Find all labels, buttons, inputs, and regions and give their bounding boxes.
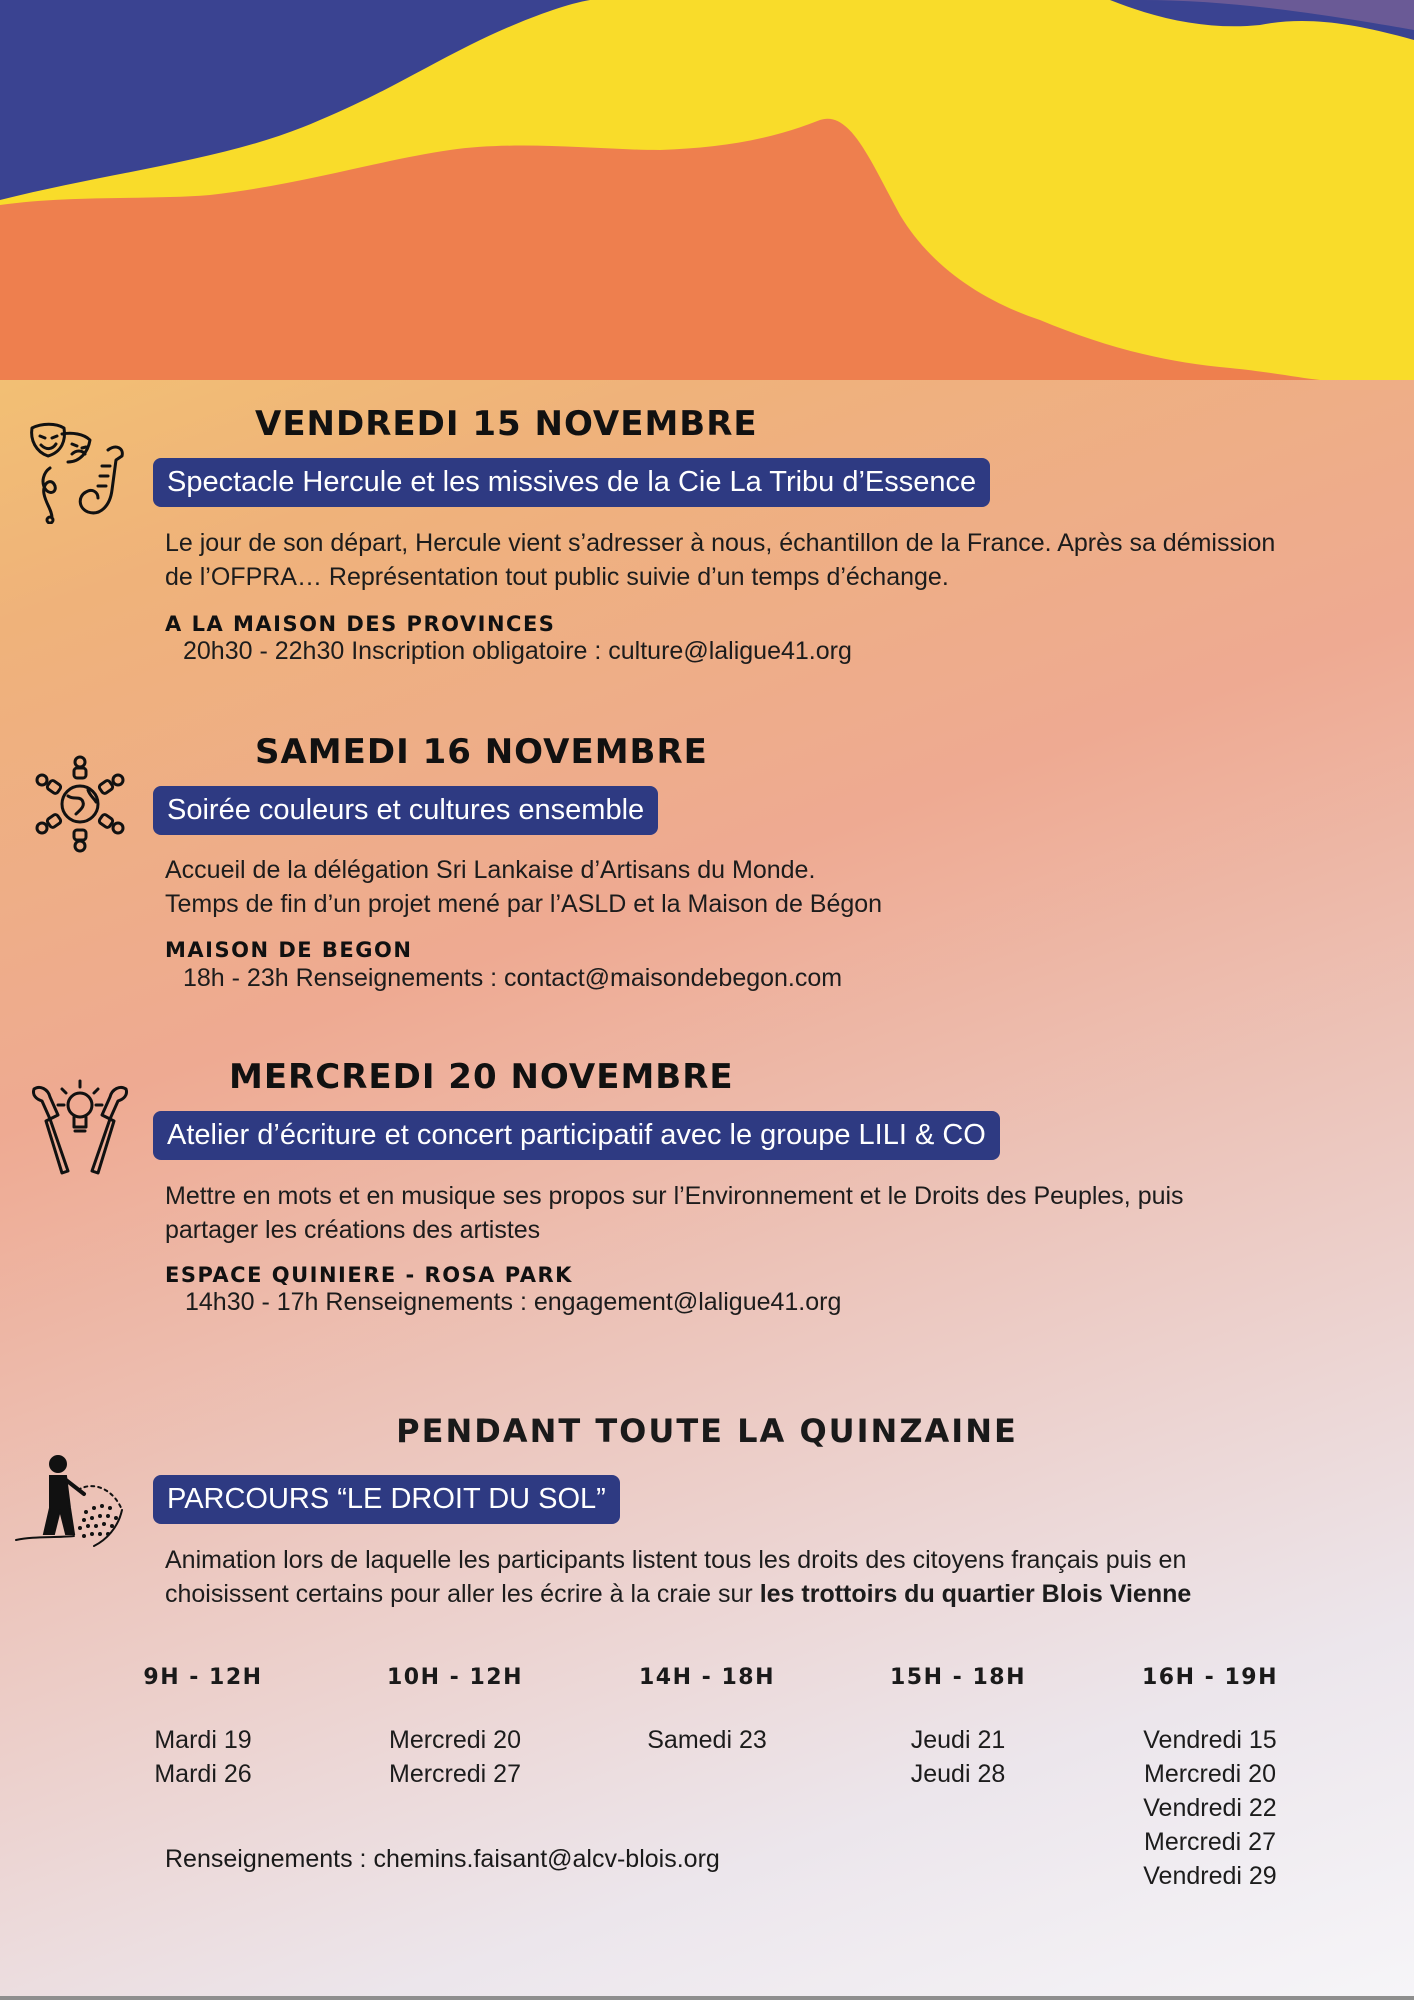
quinzaine-title-badge[interactable]: PARCOURS “LE DROIT DU SOL” <box>153 1475 620 1524</box>
theater-music-icon <box>28 420 132 524</box>
schedule-day: Samedi 23 <box>647 1726 767 1754</box>
schedule-column <box>848 1665 1068 1791</box>
event-info: 14h30 - 17h Renseignements : engagement@laligue41.org <box>185 1288 842 1316</box>
world-people-icon <box>28 752 132 856</box>
schedule-day: Mercredi 20 <box>1144 1760 1276 1788</box>
schedule-days <box>93 1723 313 1791</box>
schedule-hours: 14H - 18H <box>638 1665 775 1690</box>
event-venue: MAISON DE BEGON <box>165 938 413 962</box>
description-line: Animation lors de laquelle les participants listent tous les droits des citoyens français puis en <box>165 1546 1187 1574</box>
schedule-column <box>345 1665 565 1791</box>
schedule-day: Mercredi 27 <box>389 1760 521 1788</box>
schedule-days <box>848 1723 1068 1791</box>
schedule-days <box>1100 1723 1320 1893</box>
description-line: de l’OFPRA… Représentation tout public suivie d’un temps d’échange. <box>165 563 949 591</box>
schedule-days <box>345 1723 565 1791</box>
event-day-title: MERCREDI 20 NOVEMBRE <box>229 1057 734 1097</box>
event-title-badge[interactable]: Soirée couleurs et cultures ensemble <box>153 786 658 835</box>
schedule-day: Vendredi 29 <box>1143 1862 1277 1890</box>
schedule-hours: 16H - 19H <box>1141 1665 1278 1690</box>
event-description <box>165 1179 1184 1247</box>
quinzaine-contact: Renseignements : chemins.faisant@alcv-blois.org <box>165 1845 720 1873</box>
schedule-hours: 15H - 18H <box>889 1665 1026 1690</box>
schedule-day: Mercredi 27 <box>1144 1828 1276 1856</box>
schedule-day: Mardi 19 <box>154 1726 252 1754</box>
event-day-title: VENDREDI 15 NOVEMBRE <box>255 404 758 444</box>
schedule-day: Vendredi 22 <box>1143 1794 1277 1822</box>
schedule-column <box>1100 1665 1320 1893</box>
schedule-day: Mercredi 20 <box>389 1726 521 1754</box>
quinzaine-heading: PENDANT TOUTE LA QUINZAINE <box>396 1412 1018 1450</box>
schedule-day: Jeudi 28 <box>910 1760 1006 1788</box>
schedule-column <box>93 1665 313 1791</box>
hero-illustration <box>0 0 1414 380</box>
event-info: 18h - 23h Renseignements : contact@maisondebegon.com <box>183 964 843 992</box>
description-line: choisissent certains pour aller les écrire à la craie sur <box>165 1580 760 1608</box>
description-bold: les trottoirs du quartier Blois Vienne <box>759 1580 1192 1608</box>
event-description <box>165 853 882 921</box>
description-line: Accueil de la délégation Sri Lankaise d’Artisans du Monde. <box>165 856 816 884</box>
event-venue: A LA MAISON DES PROVINCES <box>165 612 556 636</box>
schedule-day: Mardi 26 <box>154 1760 252 1788</box>
event-title-badge[interactable]: Spectacle Hercule et les missives de la Cie La Tribu d’Essence <box>153 458 990 507</box>
event-description <box>165 526 1275 594</box>
event-day-title: SAMEDI 16 NOVEMBRE <box>255 732 708 772</box>
event-title-badge[interactable]: Atelier d’écriture et concert participatif avec le groupe LILI & CO <box>153 1111 1000 1160</box>
schedule-days <box>597 1723 817 1757</box>
event-venue: ESPACE QUINIERE - ROSA PARK <box>165 1263 573 1287</box>
brushes-bulb-icon <box>28 1075 132 1179</box>
description-line: Mettre en mots et en musique ses propos sur l’Environnement et le Droits des Peuples, puis <box>165 1182 1184 1210</box>
schedule-day: Vendredi 15 <box>1143 1726 1277 1754</box>
event-info: 20h30 - 22h30 Inscription obligatoire : culture@laligue41.org <box>183 637 852 665</box>
quinzaine-description <box>165 1543 1191 1611</box>
schedule-day: Jeudi 21 <box>910 1726 1006 1754</box>
schedule-hours: 9H - 12H <box>143 1665 263 1690</box>
schedule-column <box>597 1665 817 1757</box>
description-line: partager les créations des artistes <box>165 1216 541 1244</box>
page-bottom-edge <box>0 1996 1414 2000</box>
schedule-hours: 10H - 12H <box>386 1665 523 1690</box>
description-line: Le jour de son départ, Hercule vient s’adresser à nous, échantillon de la France. Après sa démission <box>165 529 1276 557</box>
description-line: Temps de fin d’un projet mené par l’ASLD et la Maison de Bégon <box>165 890 883 918</box>
person-sidewalk-icon <box>14 1450 124 1554</box>
